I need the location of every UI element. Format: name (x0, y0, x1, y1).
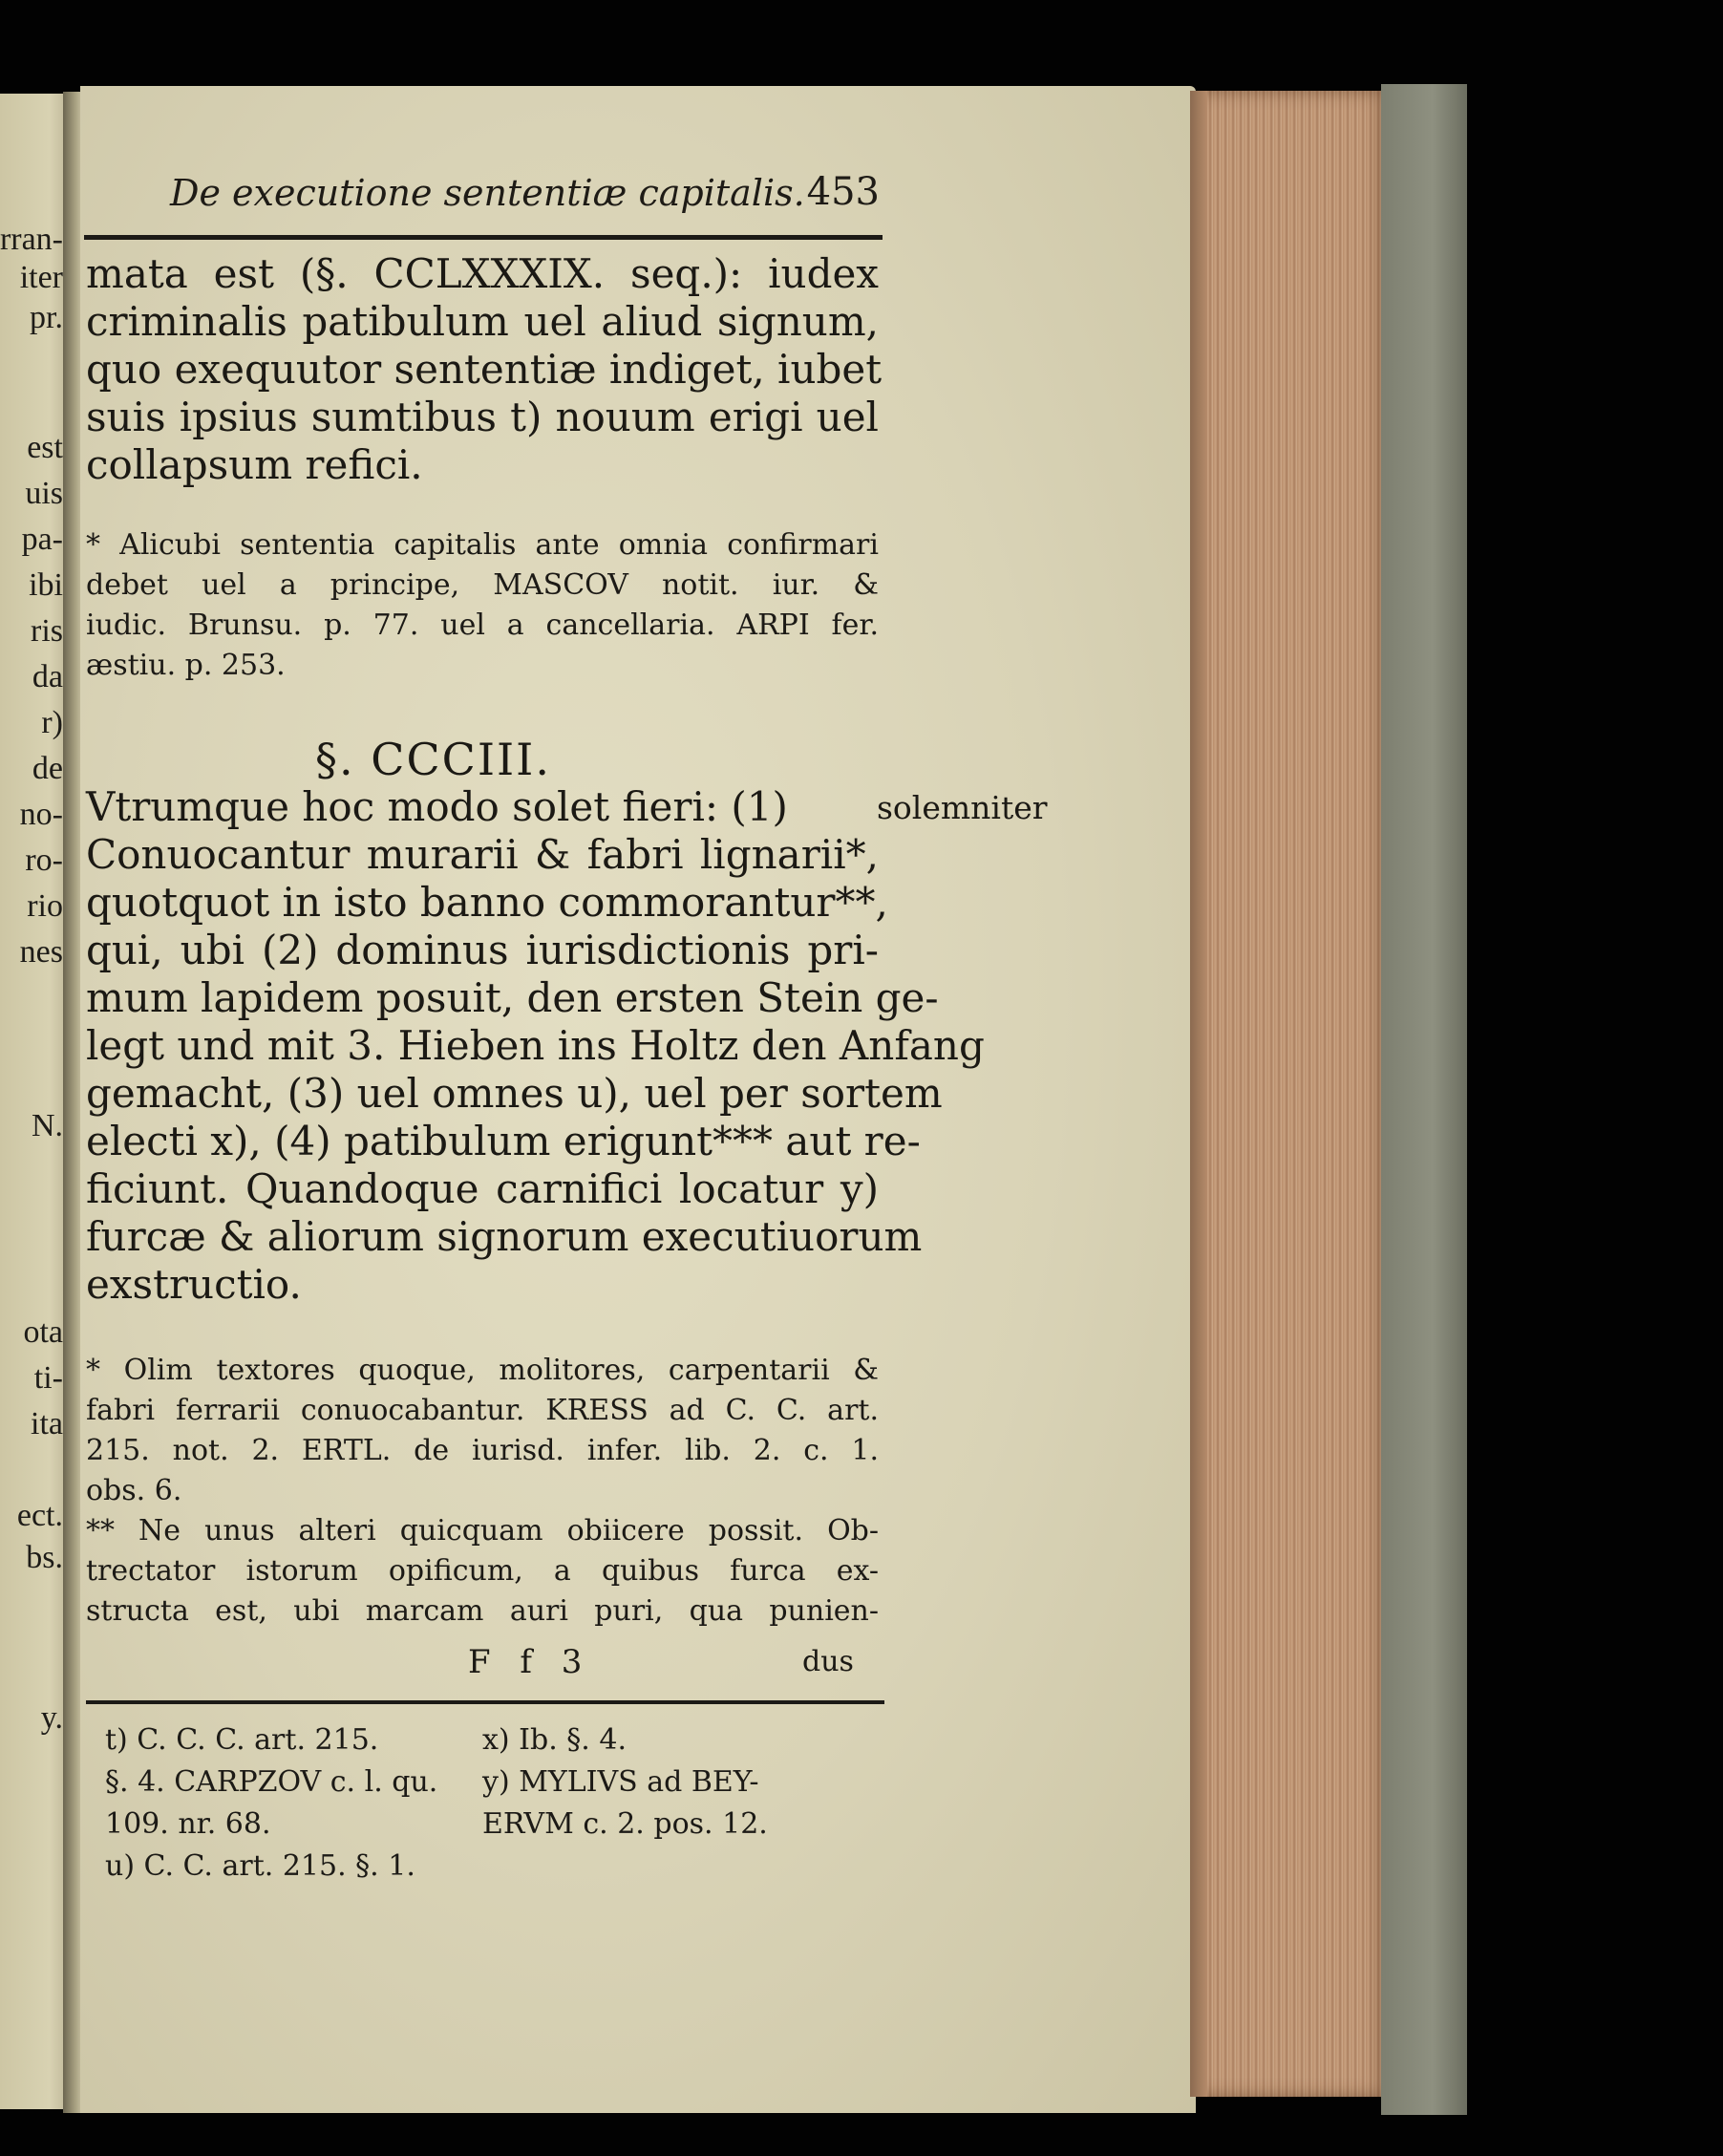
left-page-fragment: iter (19, 260, 63, 295)
references-left (105, 1719, 437, 1888)
footnote-line: * Olim textores quoque, molitores, carpentarii & (86, 1354, 879, 1387)
header-rule (84, 235, 883, 240)
footnote-line: æstiu. p. 253. (86, 649, 286, 682)
book-cover-edge (1381, 84, 1467, 2115)
text-line: suis ipsius sumtibus t) nouum erigi uel (86, 394, 879, 440)
left-page-fragment: bs. (26, 1540, 63, 1575)
margin-note: solemniter (877, 789, 1048, 826)
left-page-fragment: ota (23, 1314, 63, 1350)
section-heading: §. CCCIII. (315, 734, 551, 785)
header-title: De executione sententiæ capitalis. (170, 172, 805, 214)
footnote-line: obs. 6. (86, 1474, 182, 1507)
left-page-fragment: rio (27, 888, 63, 924)
reference-line: y) MYLIVS ad BEY- (482, 1765, 759, 1799)
text-line: quotquot in isto banno commorantur**, (86, 879, 888, 926)
text-line: collapsum refici. (86, 441, 423, 488)
reference-line: x) Ib. §. 4. (482, 1723, 627, 1757)
reference-line: §. 4. CARPZOV c. l. qu. (105, 1765, 438, 1799)
left-page-fragment: de (32, 751, 63, 786)
text-line: legt und mit 3. Hieben ins Holtz den Anfang (86, 1022, 985, 1069)
text-line: furcæ & aliorum signorum executiuorum (86, 1213, 923, 1260)
footnote-2 (86, 1351, 879, 1632)
reference-line: ERVM c. 2. pos. 12. (482, 1807, 768, 1841)
text-line: Conuocantur murarii & fabri lignarii*, (86, 831, 879, 878)
left-page-fragment: ro- (25, 843, 63, 878)
left-page-fragment: ti- (33, 1360, 63, 1396)
footnote-line: iudic. Brunsu. p. 77. uel a cancellaria. ARPI fer. (86, 608, 879, 642)
text-line: exstructio. (86, 1261, 302, 1308)
page-number: 453 (806, 170, 880, 214)
text-line: ficiunt. Quandoque carnifici locatur y) (86, 1165, 879, 1212)
left-page-fragment: y. (40, 1700, 63, 1736)
text-line: quo exequutor sententiæ indiget, iubet (86, 346, 883, 393)
footnote-line: * Alicubi sententia capitalis ante omnia confirmari (86, 528, 879, 562)
left-page-fragment: rran- (0, 222, 63, 257)
left-page-fragment: r) (41, 705, 63, 740)
text-line: criminalis patibulum uel aliud signum, (86, 298, 879, 345)
text-line: electi x), (4) patibulum erigunt*** aut re- (86, 1118, 921, 1164)
footnote-line: debet uel a principe, MASCOV notit. iur. & (86, 568, 879, 602)
left-page-fragment: da (32, 659, 63, 694)
left-page-fragment: pa- (21, 522, 63, 557)
reference-line: 109. nr. 68. (105, 1807, 271, 1841)
reference-line: t) C. C. C. art. 215. (105, 1723, 379, 1757)
left-page-fragment: no- (19, 797, 63, 832)
left-page-fragment: est (27, 430, 63, 465)
references-right (482, 1719, 768, 1846)
footnote-line: fabri ferrarii conuocabantur. KRESS ad C. C. art. (86, 1394, 879, 1427)
footnote-line: 215. not. 2. ERTL. de iurisd. infer. lib. 2. c. 1. (86, 1434, 879, 1467)
text-line: Vtrumque hoc modo solet fieri: (1) (86, 783, 788, 830)
footnote-1 (86, 525, 879, 686)
left-page-edge (0, 94, 71, 2109)
left-page-fragment: nes (19, 934, 63, 970)
left-page-fragment: ris (31, 613, 63, 649)
footer-rule (86, 1700, 884, 1704)
catchword: dus (802, 1645, 854, 1678)
reference-line: u) C. C. art. 215. §. 1. (105, 1849, 415, 1883)
signature-mark: F f 3 (468, 1643, 592, 1681)
left-page-fragment: ect. (16, 1498, 63, 1533)
page-edges (1190, 91, 1381, 2097)
paragraph-1 (86, 250, 883, 489)
left-page-fragment: N. (31, 1108, 63, 1143)
left-page-fragment: ibi (29, 567, 63, 603)
running-header (86, 172, 879, 229)
text-line: mata est (§. CCLXXXIX. seq.): iudex (86, 250, 879, 297)
left-page-fragment: pr. (30, 300, 63, 335)
footnote-line: structa est, ubi marcam auri puri, qua punien- (86, 1594, 879, 1628)
text-line: mum lapidem posuit, den ersten Stein ge- (86, 974, 939, 1021)
footnote-line: trectator istorum opificum, a quibus furca ex- (86, 1554, 879, 1588)
footnote-line: ** Ne unus alteri quicquam obiicere possit. Ob- (86, 1514, 879, 1548)
left-page-fragment: uis (25, 476, 63, 511)
text-line: gemacht, (3) uel omnes u), uel per sortem (86, 1070, 943, 1117)
left-page-fragment: ita (31, 1406, 63, 1441)
text-line: qui, ubi (2) dominus iurisdictionis pri- (86, 927, 879, 973)
